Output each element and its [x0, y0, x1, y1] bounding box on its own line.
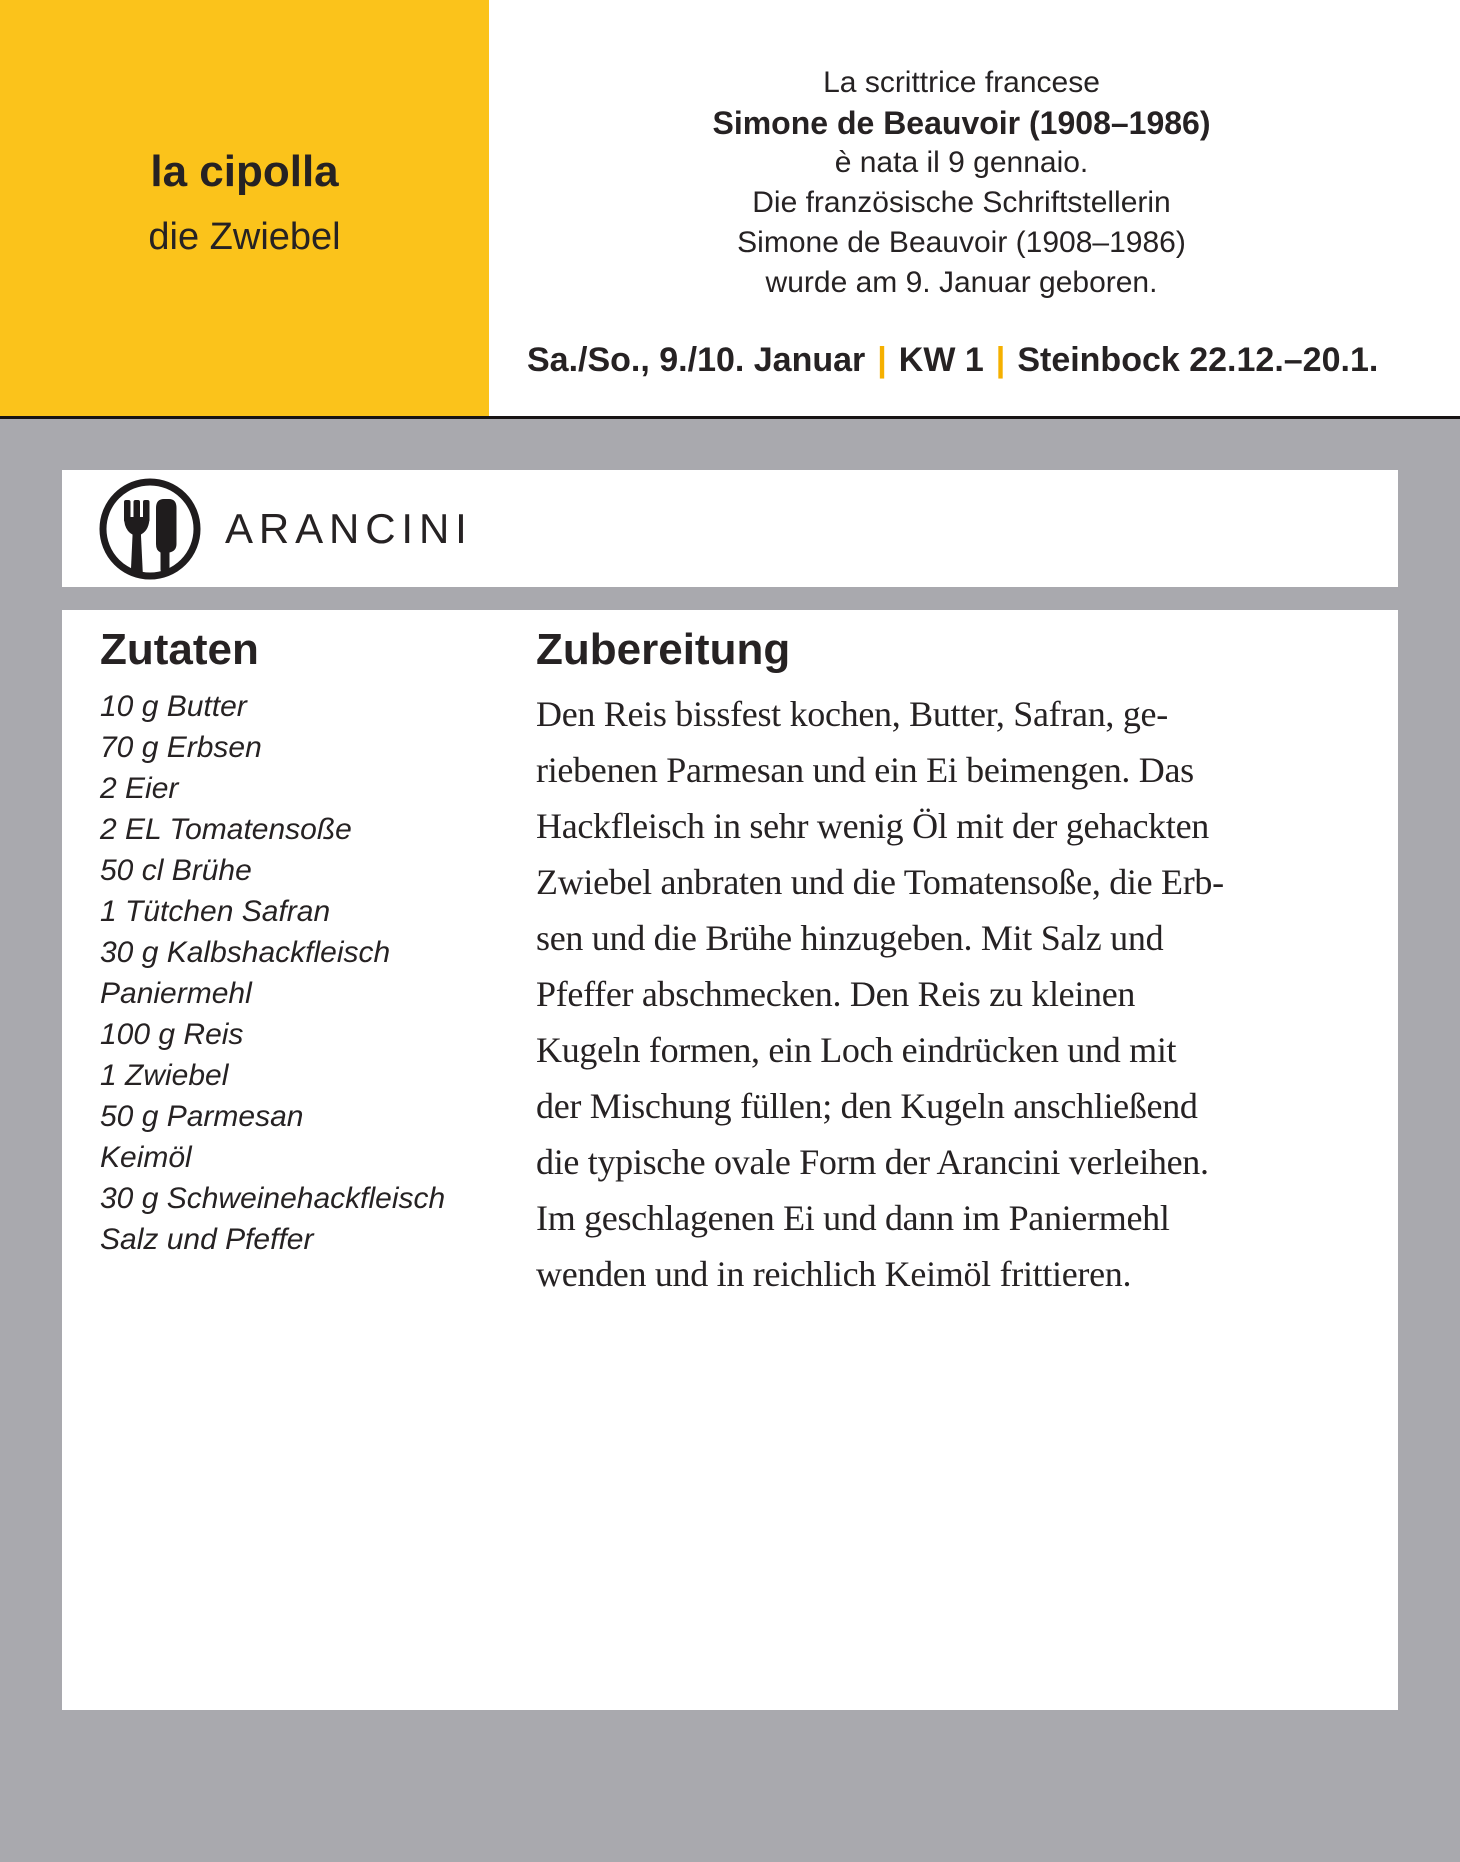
- date-weekday-date: Sa./So., 9./10. Januar: [527, 341, 866, 379]
- recipe-title: ARANCINI: [225, 504, 473, 552]
- fork-knife-icon: [97, 476, 203, 582]
- ingredient-item: 2 Eier: [100, 772, 179, 805]
- fact-line: La scrittrice francese: [823, 66, 1100, 99]
- ingredient-item: Paniermehl: [100, 977, 252, 1010]
- separator-bar: |: [877, 341, 887, 379]
- ingredients-heading: Zutaten: [100, 625, 259, 674]
- fact-line: Die französische Schriftstellerin: [752, 186, 1171, 219]
- preparation-line: Im geschlagenen Ei und dann im Paniermehl: [536, 1198, 1170, 1238]
- ingredient-item: 50 g Parmesan: [100, 1100, 304, 1133]
- ingredient-item: 70 g Erbsen: [100, 731, 262, 764]
- ingredient-item: 1 Tütchen Safran: [100, 895, 331, 928]
- preparation-line: Kugeln formen, ein Loch eindrücken und mit: [536, 1030, 1177, 1070]
- preparation-line: Hackfleisch in sehr wenig Öl mit der gehackten: [536, 806, 1209, 846]
- preparation-line: Zwiebel anbraten und die Tomatensoße, die Erb-: [536, 862, 1224, 902]
- preparation-column: [536, 625, 1366, 1302]
- preparation-text: [536, 686, 1366, 1302]
- preparation-line: sen und die Brühe hinzugeben. Mit Salz und: [536, 918, 1164, 958]
- ingredient-item: Salz und Pfeffer: [100, 1223, 314, 1256]
- ingredient-item: 30 g Kalbshackfleisch: [100, 936, 391, 969]
- ingredient-item: Keimöl: [100, 1141, 192, 1174]
- preparation-line: wenden und in reichlich Keimöl frittieren.: [536, 1254, 1132, 1294]
- date-line: [527, 341, 1378, 380]
- recipe-card: [62, 610, 1398, 1710]
- fact-block: [489, 63, 1434, 303]
- fact-line: Simone de Beauvoir (1908–1986): [737, 226, 1186, 259]
- ingredients-column: [100, 625, 446, 1260]
- vocab-panel: [0, 0, 489, 416]
- vocab-term-german: die Zwiebel: [148, 216, 341, 258]
- zodiac-range: Steinbock 22.12.–20.1.: [1017, 341, 1379, 379]
- preparation-line: riebenen Parmesan und ein Ei beimengen. Das: [536, 750, 1194, 790]
- calendar-week: KW 1: [898, 341, 984, 379]
- ingredient-item: 30 g Schweinehackfleisch: [100, 1182, 446, 1215]
- recipe-title-bar: [62, 470, 1398, 587]
- vocab-term-italian: la cipolla: [150, 147, 339, 196]
- preparation-line: der Mischung füllen; den Kugeln anschließend: [536, 1086, 1198, 1126]
- separator-bar: |: [995, 341, 1006, 379]
- fact-line: wurde am 9. Januar geboren.: [765, 266, 1158, 299]
- ingredient-item: 2 EL Tomatensoße: [100, 813, 352, 846]
- ingredient-item: 100 g Reis: [100, 1018, 244, 1051]
- ingredient-list: [100, 686, 445, 1260]
- ingredient-item: 1 Zwiebel: [100, 1059, 229, 1092]
- gray-background: [0, 419, 1460, 1862]
- preparation-line: Den Reis bissfest kochen, Butter, Safran, ge-: [536, 694, 1168, 734]
- ingredient-item: 50 cl Brühe: [100, 854, 252, 887]
- preparation-line: Pfeffer abschmecken. Den Reis zu kleinen: [536, 974, 1136, 1014]
- fact-line: Simone de Beauvoir (1908–1986): [712, 105, 1211, 141]
- fact-line: è nata il 9 gennaio.: [834, 146, 1089, 179]
- preparation-line: die typische ovale Form der Arancini verleihen.: [536, 1142, 1209, 1182]
- preparation-heading: Zubereitung: [536, 625, 791, 674]
- ingredient-item: 10 g Butter: [100, 690, 247, 723]
